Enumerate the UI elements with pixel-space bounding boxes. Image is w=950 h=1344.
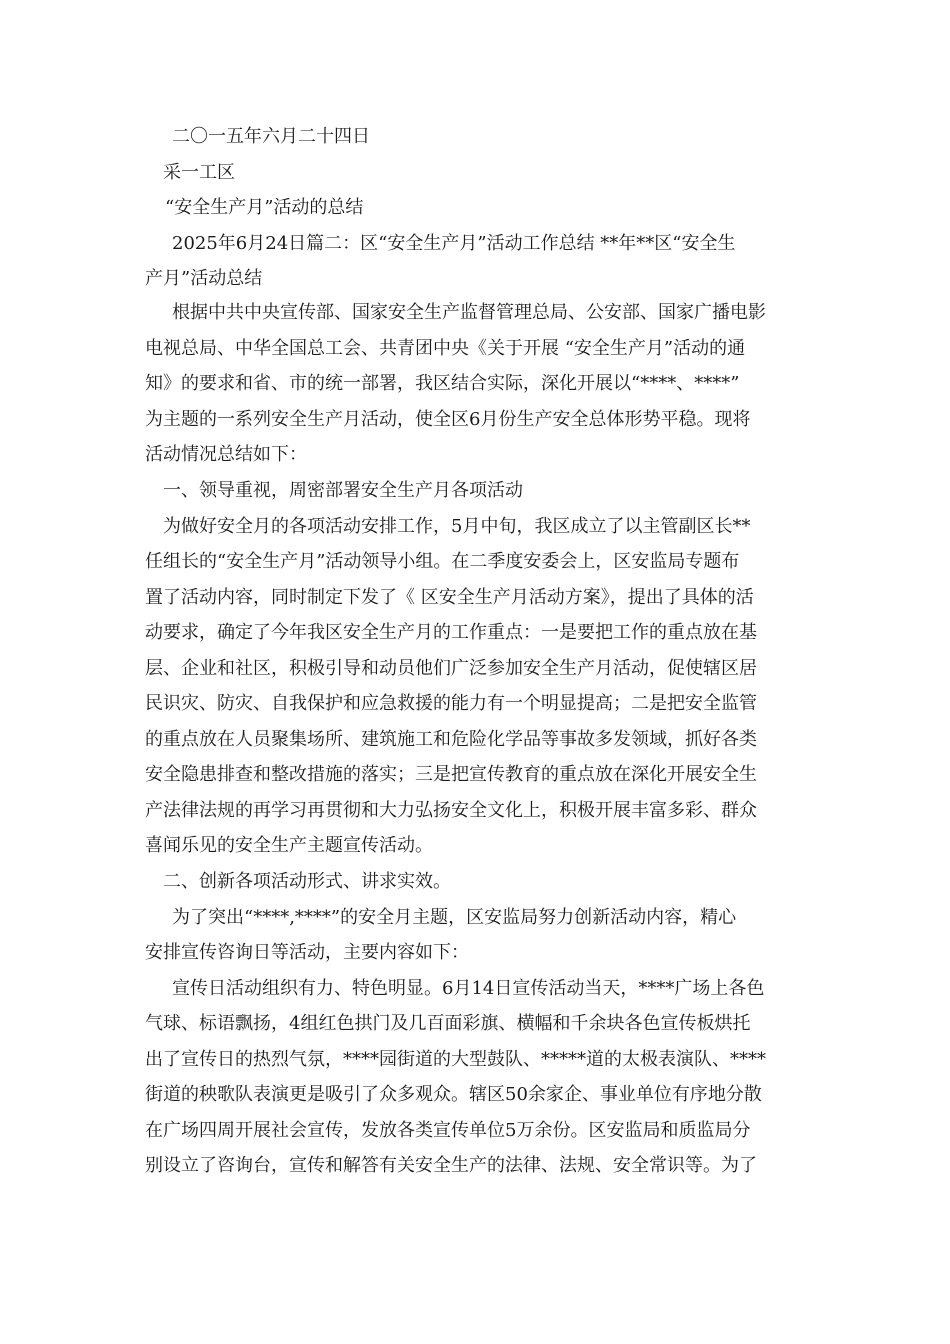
- text-line: 出了宣传日的热烈气氛，****园街道的大型鼓队、*****道的太极表演队、****: [145, 1049, 766, 1070]
- text-line: 安排宣传咨询日等活动，主要内容如下：: [145, 942, 469, 963]
- summary-title: “安全生产月”活动的总结: [165, 197, 364, 218]
- text-line: 层、企业和社区，积极引导和动员他们广泛参加安全生产月活动，促使辖区居: [145, 658, 757, 679]
- text-line: 为主题的一系列安全生产月活动，使全区6月份生产安全总体形势平稳。现将: [145, 409, 751, 430]
- section-heading: 一、领导重视，周密部署安全生产月各项活动: [163, 480, 523, 501]
- text-line: 喜闻乐见的安全生产主题宣传活动。: [145, 835, 433, 856]
- text-line: 气球、标语飘扬，4组红色拱门及几百面彩旗、横幅和千余块各色宣传板烘托: [145, 1013, 751, 1034]
- text-line: 电视总局、中华全国总工会、共青团中央《关于开展 “安全生产月”活动的通: [145, 338, 746, 359]
- text-line: 别设立了咨询台，宣传和解答有关安全生产的法律、法规、安全常识等。为了: [145, 1155, 757, 1176]
- text-line: 产法律法规的再学习再贯彻和大力弘扬安全文化上，积极开展丰富多彩、群众: [145, 800, 757, 821]
- text-line: 动要求，确定了今年我区安全生产月的工作重点：一是要把工作的重点放在基: [145, 622, 757, 643]
- text-line: 任组长的“安全生产月”活动领导小组。在二季度安委会上，区安监局专题布: [145, 551, 740, 572]
- section-heading: 二、创新各项活动形式、讲求实效。: [163, 871, 451, 892]
- text-line: 宣传日活动组织有力、特色明显。6月14日宣传活动当天，****广场上各色: [172, 978, 765, 999]
- date-line: 二〇一五年六月二十四日: [172, 126, 370, 147]
- text-line: 知》的要求和省、市的统一部署，我区结合实际，深化开展以“****、****”: [145, 373, 740, 394]
- text-line: 在广场四周开展社会宣传，发放各类宣传单位5万余份。区安监局和质监局分: [145, 1120, 751, 1141]
- text-line: 的重点放在人员聚集场所、建筑施工和危险化学品等事故多发领域，抓好各类: [145, 729, 757, 750]
- text-line: 置了活动内容，同时制定下发了《 区安全生产月活动方案》，提出了具体的活: [145, 587, 754, 608]
- text-line: 街道的秧歌队表演更是吸引了众多观众。辖区50余家企、事业单位有序地分散: [145, 1084, 762, 1105]
- text-line: 根据中共中央宣传部、国家安全生产监督管理总局、公安部、国家广播电影: [172, 302, 766, 323]
- text-line: 产月”活动总结: [145, 268, 263, 289]
- text-line: 为做好安全月的各项活动安排工作，5月中旬，我区成立了以主管副区长**: [163, 516, 751, 537]
- text-line: 为了突出“****,****”的安全月主题，区安监局努力创新活动内容，精心: [172, 907, 737, 928]
- text-line: 安全隐患排查和整改措施的落实；三是把宣传教育的重点放在深化开展安全生: [145, 764, 757, 785]
- text-line: 民识灾、防灾、自我保护和应急救援的能力有一个明显提高；二是把安全监管: [145, 693, 757, 714]
- text-line: 活动情况总结如下：: [145, 444, 307, 465]
- unit-name: 采一工区: [163, 162, 235, 183]
- text-line: 2025年6月24日篇二：区“安全生产月”活动工作总结 **年**区“安全生: [172, 233, 736, 254]
